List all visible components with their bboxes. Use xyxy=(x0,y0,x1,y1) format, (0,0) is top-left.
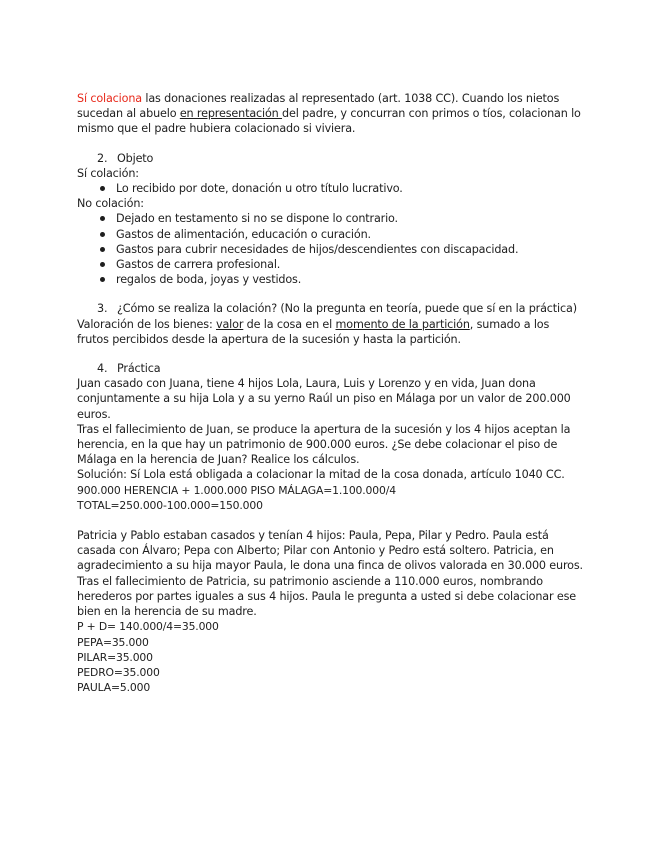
result-line: PEPA=35.000 xyxy=(77,635,149,649)
section-4-number: 4. xyxy=(97,362,108,376)
calc-line-2: TOTAL=250.000-100.000=150.000 xyxy=(77,498,263,512)
section-4-title: Práctica xyxy=(117,362,161,376)
case-1b-paragraph: Tras el fallecimiento de Juan, se produce la apertura de la sucesión y los 4 hijos aceptan la herencia, en la que hay un patrimonio de 900.000 euros. ¿Se debe colacionar el piso de Málaga en la herencia de Juan? Realice los cálculos. xyxy=(77,422,571,467)
case-1-paragraph: Juan casado con Juana, tiene 4 hijos Lola, Laura, Luis y Lorenzo y en vida, Juan dona conjuntamente a su hija Lola y a su yerno Raúl un piso en Málaga por un valor de 200.000 euros. xyxy=(77,377,571,421)
result-line: P + D= 140.000/4=35.000 xyxy=(77,620,219,634)
valoracion-underlined-1: valor xyxy=(216,317,244,331)
intro-underlined: en representación xyxy=(179,107,283,121)
calc-line-1: 900.000 HERENCIA + 1.000.000 PISO MÁLAGA=1.100.000/4 xyxy=(77,483,396,497)
list-item: Gastos de carrera profesional. xyxy=(77,257,583,272)
list-item: regalos de boda, joyas y vestidos. xyxy=(77,272,583,287)
valoracion-text-3: , sumado a los frutos percibidos desde la apertura de la sucesión y hasta la partición. xyxy=(77,317,550,346)
intro-text-2: del padre, y concurran con primos o tíos, colacionan lo mismo que el padre hubiera colacionado si viviera. xyxy=(77,107,581,136)
si-colacion-list xyxy=(77,181,583,196)
result-line: PILAR=35.000 xyxy=(77,650,153,664)
solution-paragraph: Solución: Sí Lola está obligada a colacionar la mitad de la cosa donada, artículo 1040 CC. xyxy=(77,468,565,482)
valoracion-text-1: Valoración de los bienes: xyxy=(77,317,216,331)
intro-highlight: Sí colaciona xyxy=(77,92,142,105)
case-2-paragraph: Patricia y Pablo estaban casados y tenían 4 hijos: Paula, Pepa, Pilar y Pedro. Paula está casada con Álvaro; Pepa con Alberto; Pilar con Antonio y Pedro está soltero. Patricia, en agradecimiento a su hija mayor Paula, le dona una finca de olivos valorada en 30.000 euros. Tras el fallecimiento de Patricia, su patrimonio asciende a 110.000 euros, nombrando herederos por partes iguales a sus 4 hijos. Paula le pregunta a usted si debe colacionar ese bien en la herencia de su madre. xyxy=(77,529,583,619)
valoracion-text-2: de la cosa en el xyxy=(243,317,336,331)
no-colacion-label: No colación: xyxy=(77,197,144,211)
list-item: Gastos para cubrir necesidades de hijos/descendientes con discapacidad. xyxy=(77,242,583,257)
section-3-title: ¿Cómo se realiza la colación? (No la pregunta en teoría, puede que sí en la práctica) xyxy=(117,302,577,316)
section-4-heading xyxy=(77,361,583,376)
result-line: PAULA=5.000 xyxy=(77,681,151,695)
section-3-number: 3. xyxy=(97,302,108,316)
spacer xyxy=(77,513,583,528)
section-2-heading xyxy=(77,151,583,166)
section-2-number: 2. xyxy=(97,151,108,165)
result-line: PEDRO=35.000 xyxy=(77,665,160,679)
document-page xyxy=(77,91,583,695)
valoracion-paragraph xyxy=(77,317,583,347)
section-3-heading xyxy=(77,301,583,316)
no-colacion-list xyxy=(77,211,583,287)
si-colacion-label: Sí colación: xyxy=(77,166,139,180)
list-item: Lo recibido por dote, donación u otro título lucrativo. xyxy=(77,181,583,196)
section-2-title: Objeto xyxy=(117,151,154,165)
intro-paragraph xyxy=(77,91,583,137)
list-item: Gastos de alimentación, educación o curación. xyxy=(77,227,583,242)
list-item: Dejado en testamento si no se dispone lo contrario. xyxy=(77,211,583,226)
intro-text-1: las donaciones realizadas al representado (art. 1038 CC). Cuando los nietos sucedan al abuelo xyxy=(77,92,560,121)
valoracion-underlined-2: momento de la partición xyxy=(335,317,470,331)
